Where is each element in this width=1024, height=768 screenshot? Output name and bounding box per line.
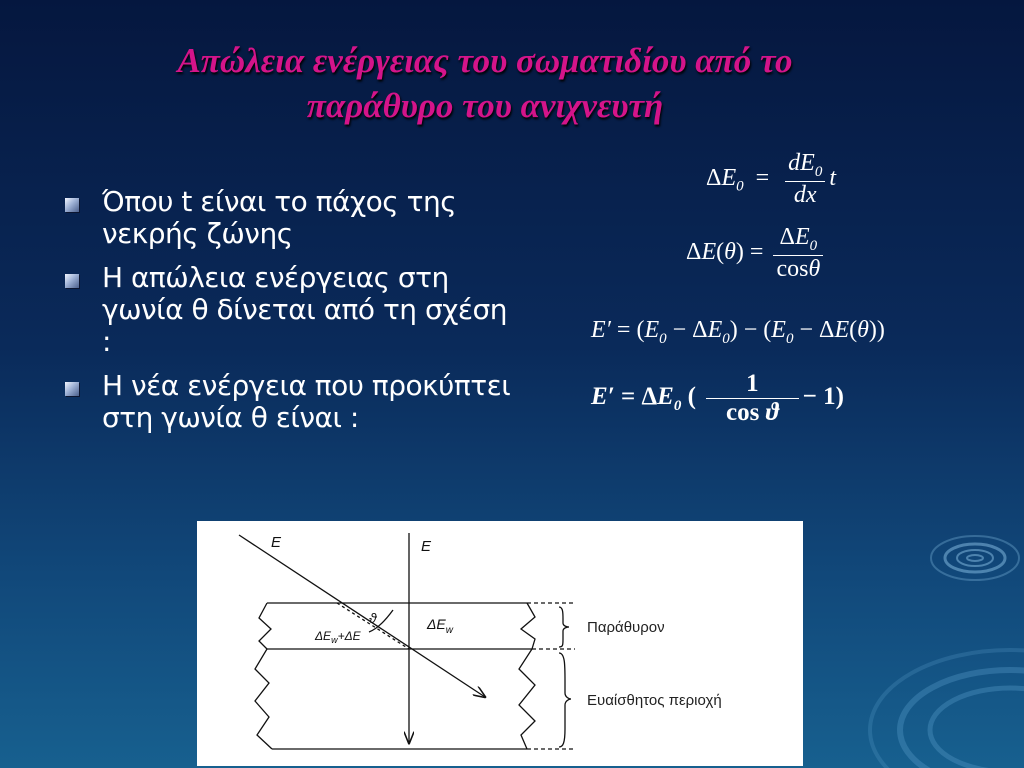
bullet-icon [65,382,79,396]
oblique-loss-prefix: ΔE [315,629,332,643]
window-label: Παράθυρον [587,619,665,636]
formula-fraction: $\frac{1}{\text{cos ϑ}}$ [706,370,799,427]
slide-title [40,38,930,128]
bullet-item [60,186,520,250]
bullet-text: Όπου t είναι το πάχος της νεκρής ζώνης [102,185,457,250]
vertical-energy-label: E [421,538,432,555]
oblique-loss-suffix: +ΔE [337,629,361,643]
bullet-text: Η απώλεια ενέργειας στη γωνία θ δίνεται από τη σχέση : [102,261,507,358]
oblique-loss-subscript: w [331,635,338,645]
right-break-edge [519,603,535,749]
formula-energy-loss-normal: $\Delta E_0$ = $\frac{dE_0}{dx}$ t [706,150,836,208]
incident-energy-label: E [271,534,282,551]
formula-new-energy-expanded: $E' = (E_0 - \Delta E_0) - (E_0 - \Delta E(\theta))$ [591,317,885,347]
bullet-item [60,370,520,434]
slide-title-line2: παράθυρο του ανιχνευτή [306,86,664,125]
window-brace [559,607,569,647]
bullet-text: Η νέα ενέργεια που προκύπτει στη γωνία θ είναι : [102,369,511,434]
bullet-item [60,262,520,358]
detector-window-diagram [197,521,803,766]
oblique-incidence-path [239,535,485,697]
ripple-decoration [820,500,1024,768]
sensitive-region-brace [559,653,571,747]
formula-fraction: $\frac{\Delta E_0}{\cos\theta}$ [773,224,823,283]
left-break-edge [255,603,272,749]
sensitive-region-label: Ευαίσθητος περιοχή [587,692,722,709]
normal-loss-prefix: ΔE [427,616,446,632]
bullet-icon [65,198,79,212]
oblique-loss-label [314,629,362,645]
diagram-svg [197,521,803,766]
formula-fraction: $\frac{dE_0}{dx}$ [785,150,825,209]
formula-new-energy-simplified: $E' = \Delta E_0$ ( $\frac{1}{\text{cos ϑ}}$ − 1) [591,370,844,426]
bullet-icon [65,274,79,288]
normal-loss-label [426,616,454,636]
bullet-list [60,186,520,446]
theta-label: ϑ [369,610,377,626]
formula-energy-loss-angle: ΔE(θ) = $\frac{\Delta E_0}{\cos\theta}$ [686,224,827,283]
slide-title-line1: Απώλεια ενέργειας του σωματιδίου από το [177,41,793,80]
normal-loss-subscript: w [445,625,453,636]
